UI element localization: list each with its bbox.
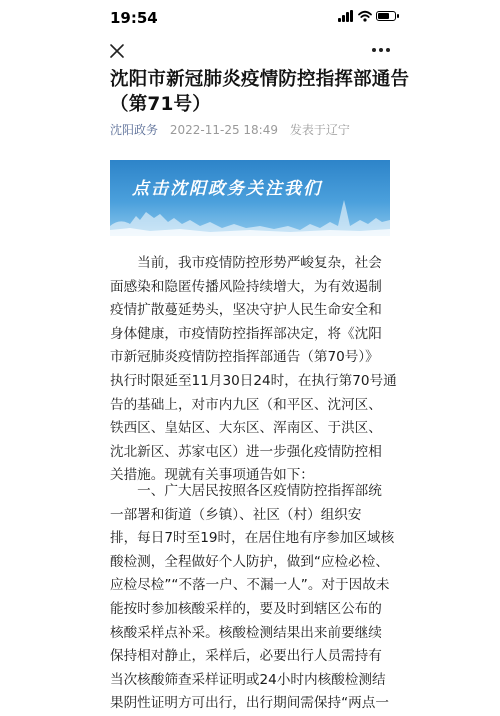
paragraph-line: 果阴性证明方可出行，出行期间需保持“两点一 [110,695,389,712]
follow-banner[interactable] [110,160,390,236]
article-meta [110,122,400,138]
paragraph-line: 市新冠肺炎疫情防控指挥部通告（第70号）》 [110,349,379,366]
paragraph-line: 排，每日7时至19时，在居住地有序参加区域核 [110,530,395,547]
paragraph-line: 面感染和隐匿传播风险持续增大，为有效遏制 [110,278,382,295]
nav-bar [0,34,500,70]
paragraph-line: 疫情扩散蔓延势头，坚决守护人民生命安全和 [110,302,382,319]
paragraph-line: 铁西区、皇姑区、大东区、浑南区、于洪区、 [110,420,382,437]
banner-text: 点击沈阳政务关注我们 [132,179,322,199]
close-icon[interactable] [108,42,126,60]
status-bar [0,0,500,34]
publish-time: 2022-11-25 18:49 [169,123,278,137]
more-icon[interactable] [372,48,390,54]
paragraph-line: 执行时限延至11月30日24时，在执行第70号通 [110,372,397,389]
paragraph-line: 一、广大居民按照各区疫情防控指挥部统 [110,483,382,499]
paragraph-line: 核酸采样点补采。核酸检测结果出来前要继续 [110,624,382,641]
paragraph-line: 关措施。现就有关事项通告如下： [110,467,314,484]
publish-location: 发表于辽宁 [289,123,350,137]
signal-icon [338,10,354,22]
paragraph-line: 当次核酸筛查采样证明或24小时内核酸检测结 [110,671,386,688]
wifi-icon [358,10,372,22]
city-skyline-image [110,196,390,236]
article-title [110,67,410,117]
article-paragraph-2 [110,480,395,716]
battery-level [378,13,389,19]
article-title-line: 沈阳市新冠肺炎疫情防控指挥部通告 [110,69,410,90]
account-name-link[interactable]: 沈阳政务 [110,123,159,137]
status-icons [338,10,398,24]
paragraph-line: 应检尽检”“不落一户、不漏一人”。对于因故未 [110,577,390,594]
battery-icon [376,11,396,21]
paragraph-line: 沈北新区、苏家屯区）进一步强化疫情防控相 [110,443,382,460]
paragraph-line: 能按时参加核酸采样的，要及时到辖区公布的 [110,600,382,617]
paragraph-line: 告的基础上，对市内九区（和平区、沈河区、 [110,396,382,413]
article-title-line: （第71号） [110,94,211,115]
paragraph-line: 保持相对静止，采样后，必要出行人员需持有 [110,648,382,665]
paragraph-line: 当前，我市疫情防控形势严峻复杂，社会 [110,255,382,271]
paragraph-line: 身体健康，市疫情防控指挥部决定，将《沈阳 [110,325,382,342]
article-paragraph-1 [110,252,397,488]
status-time: 19:54 [110,9,158,27]
paragraph-line: 酸检测，全程做好个人防护，做到“应检必检、 [110,553,389,570]
paragraph-line: 一部署和街道（乡镇）、社区（村）组织安 [110,506,362,523]
